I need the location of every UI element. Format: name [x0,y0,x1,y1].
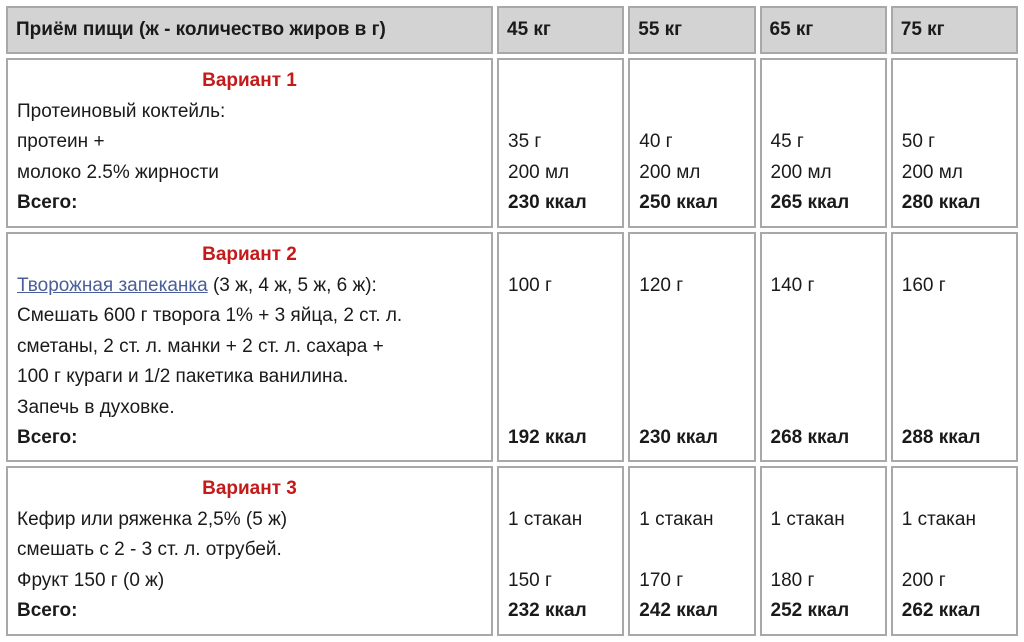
cell-total: 230 ккал [639,427,718,448]
variant-3-cell-45 [497,466,624,636]
variant-2-line: 100 г кураги и 1/2 пакетика ванилина. [17,366,349,387]
variant-1-total-label: Всего: [17,192,78,213]
variant-1-description [6,58,493,228]
cell-value: 140 г [770,274,815,296]
dish-link-casserole[interactable]: Творожная запеканка [17,274,208,296]
header-weight-55: 55 кг [628,6,755,54]
variant-2-total-label: Всего: [17,427,78,448]
cell-value: 160 г [901,274,946,296]
dish-fat-info: (3 ж, 4 ж, 5 ж, 6 ж): [207,274,377,296]
variant-3-line: Кефир или ряженка 2,5% (5 ж) [17,508,288,530]
variant-2-line: Запечь в духовке. [17,396,175,418]
variant-2-dish-line [17,271,482,302]
variant-2-cell-75 [891,232,1018,462]
variant-3-title: Вариант 3 [202,478,297,499]
cell-total: 230 ккал [508,192,587,213]
variant-1-title: Вариант 1 [202,70,297,91]
meal-plan-table [2,2,1022,640]
cell-value: 40 г [639,131,673,152]
cell-value: 180 г [770,569,815,591]
cell-total: 288 ккал [901,427,981,448]
variant-2-cell-55 [628,232,755,462]
variant-3-line: Фрукт 150 г (0 ж) [17,569,165,591]
cell-total: 242 ккал [639,600,718,621]
cell-value: 200 мл [770,161,832,183]
header-weight-75: 75 кг [891,6,1018,54]
variant-2-cell-45 [497,232,624,462]
variant-3-total-label: Всего: [17,600,78,621]
variant-row-1 [6,58,1018,228]
cell-value: 200 мл [508,161,570,183]
variant-1-line: молоко 2.5% жирности [17,161,219,183]
cell-total: 265 ккал [770,192,850,213]
variant-3-cell-65 [760,466,887,636]
variant-1-cell-55 [628,58,755,228]
cell-value: 1 стакан [770,508,845,530]
variant-1-line: Протеиновый коктейль: [17,100,226,122]
cell-value: 50 г [901,131,936,152]
cell-value: 200 мл [901,161,963,183]
cell-value: 1 стакан [901,508,976,530]
cell-value: 150 г [508,569,552,591]
variant-3-cell-75 [891,466,1018,636]
variant-row-3 [6,466,1018,636]
cell-value: 35 г [508,131,542,152]
header-weight-45: 45 кг [497,6,624,54]
variant-2-line: Смешать 600 г творога 1% + 3 яйца, 2 ст. л. [17,305,403,326]
variant-1-cell-75 [891,58,1018,228]
cell-total: 232 ккал [508,600,587,621]
cell-value: 120 г [639,274,684,296]
cell-total: 280 ккал [901,192,981,213]
variant-1-cell-45 [497,58,624,228]
variant-3-line: смешать с 2 - 3 ст. л. отрубей. [17,539,282,560]
cell-total: 250 ккал [639,192,718,213]
variant-2-cell-65 [760,232,887,462]
variant-1-cell-65 [760,58,887,228]
variant-2-line: сметаны, 2 ст. л. манки + 2 ст. л. сахара + [17,335,384,357]
cell-value: 1 стакан [639,508,714,530]
header-weight-65: 65 кг [760,6,887,54]
cell-value: 200 мл [639,161,701,183]
variant-3-cell-55 [628,466,755,636]
header-meal-column: Приём пищи (ж - количество жиров в г) [6,6,493,54]
cell-value: 200 г [901,569,946,591]
cell-value: 1 стакан [508,508,583,530]
variant-row-2 [6,232,1018,462]
cell-value: 45 г [770,131,804,152]
variant-1-line: протеин + [17,131,105,152]
cell-value: 100 г [508,274,552,296]
variant-2-title: Вариант 2 [202,244,297,265]
variant-3-description [6,466,493,636]
cell-total: 192 ккал [508,427,587,448]
variant-2-description [6,232,493,462]
cell-total: 252 ккал [770,600,850,621]
cell-total: 268 ккал [770,427,850,448]
cell-value: 170 г [639,569,684,591]
header-row [6,6,1018,54]
table-header [6,6,1018,54]
cell-total: 262 ккал [901,600,981,621]
